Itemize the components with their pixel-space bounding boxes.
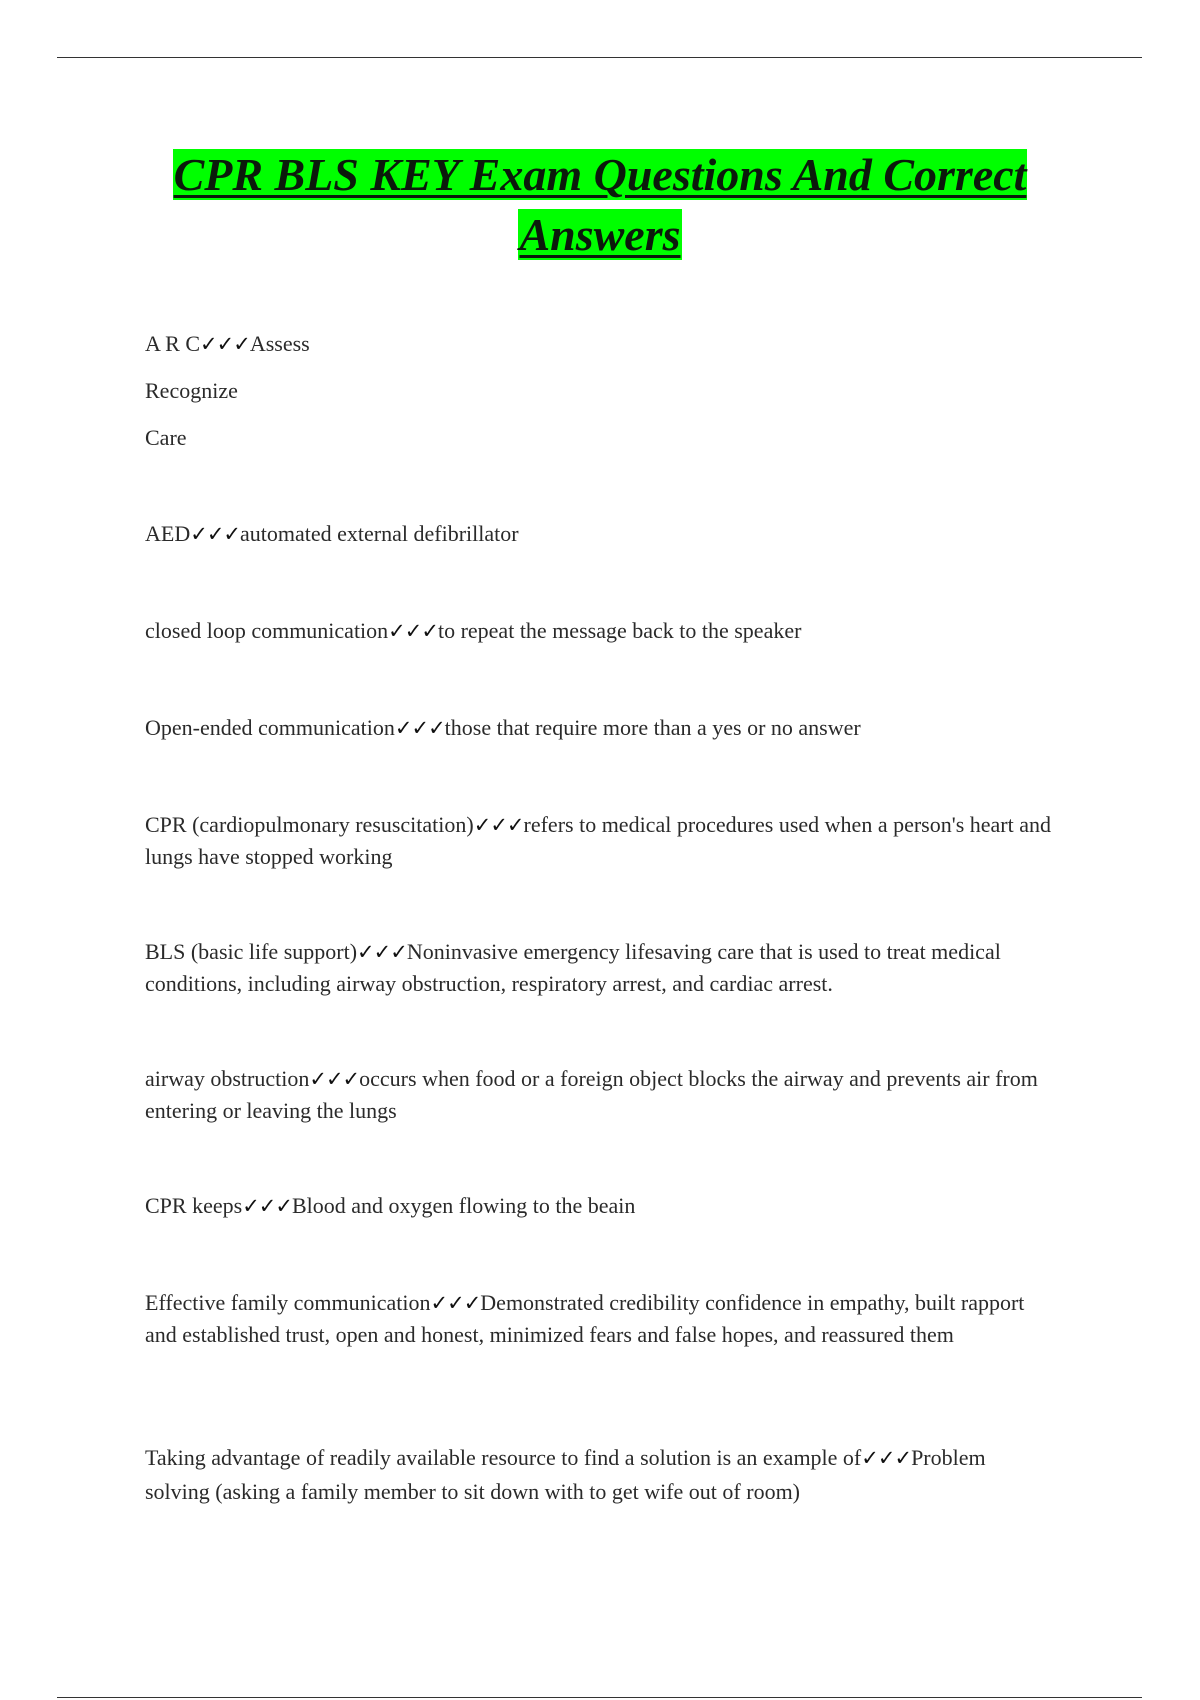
answer-continuation: Care xyxy=(145,425,187,450)
term: CPR (cardiopulmonary resuscitation) xyxy=(145,812,474,837)
list-item xyxy=(145,936,1055,999)
list-item xyxy=(145,1441,1055,1509)
title-line-2: Answers xyxy=(519,209,681,260)
checkmark-icon: ✓✓✓ xyxy=(309,1067,360,1091)
checkmark-icon: ✓✓✓ xyxy=(473,813,524,837)
list-item xyxy=(145,712,861,744)
document-title xyxy=(145,145,1055,265)
answer: to repeat the message back to the speaker xyxy=(437,618,802,643)
checkmark-icon: ✓✓✓ xyxy=(430,1291,481,1315)
answer: Assess xyxy=(249,331,310,356)
list-item xyxy=(145,328,310,360)
checkmark-icon: ✓✓✓ xyxy=(388,619,438,643)
term: AED xyxy=(145,521,191,546)
answer: occurs when food or a foreign object blocks the airway and prevents air from entering or leaving the lungs xyxy=(145,1066,1038,1123)
answer: those that require more than a yes or no answer xyxy=(444,715,861,740)
list-item xyxy=(145,1190,635,1222)
term: A R C xyxy=(145,331,201,356)
term: Effective family communication xyxy=(145,1290,431,1315)
checkmark-icon: ✓✓✓ xyxy=(242,1194,292,1218)
term: BLS (basic life support) xyxy=(145,939,358,964)
list-item xyxy=(145,1063,1055,1126)
checkmark-icon: ✓✓✓ xyxy=(357,940,407,964)
term: CPR keeps xyxy=(145,1193,243,1218)
list-item xyxy=(145,518,519,550)
answer: refers to medical procedures used when a person's heart and lungs have stopped working xyxy=(145,812,1051,869)
answer: automated external defibrillator xyxy=(240,521,519,546)
checkmark-icon: ✓✓✓ xyxy=(861,1446,912,1470)
checkmark-icon: ✓✓✓ xyxy=(200,332,250,356)
title-line-1: CPR BLS KEY Exam Questions And Correct xyxy=(173,149,1027,200)
term: Taking advantage of readily available resource to find a solution is an example of xyxy=(145,1445,862,1470)
answer: Noninvasive emergency lifesaving care that is used to treat medical conditions, including airway obstruction, respiratory arrest, and cardiac arrest. xyxy=(145,939,1001,996)
term: Open-ended communication xyxy=(145,715,395,740)
term: closed loop communication xyxy=(145,618,389,643)
term: airway obstruction xyxy=(145,1066,310,1091)
list-item xyxy=(145,809,1055,872)
bottom-rule xyxy=(57,1697,1142,1698)
list-item xyxy=(145,1287,1055,1350)
answer: Problem solving (asking a family member to sit down with to get wife out of room) xyxy=(145,1445,986,1504)
list-item xyxy=(145,615,801,647)
checkmark-icon: ✓✓✓ xyxy=(394,716,445,740)
answer-continuation: Recognize xyxy=(145,378,238,403)
answer: Demonstrated credibility confidence in empathy, built rapport and established trust, open and honest, minimized fears and false hopes, and reassured them xyxy=(145,1290,1025,1347)
checkmark-icon: ✓✓✓ xyxy=(190,522,241,546)
top-rule xyxy=(57,57,1142,58)
answer: Blood and oxygen flowing to the beain xyxy=(291,1193,636,1218)
